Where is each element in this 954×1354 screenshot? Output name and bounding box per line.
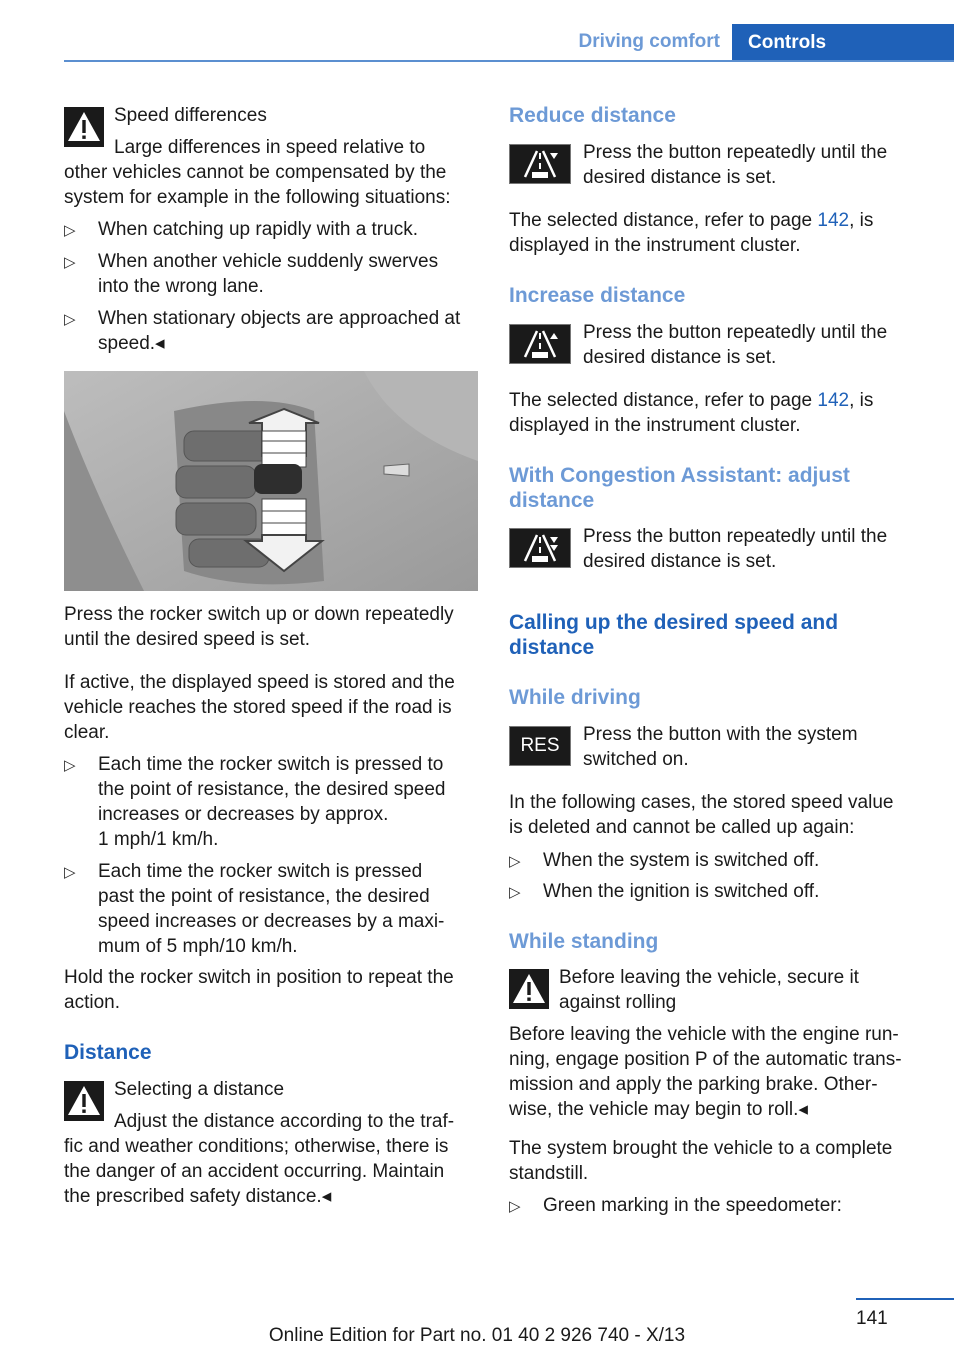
bullet-text: speed increases or decreases by a maxi‐ <box>98 911 445 932</box>
bullet-icon: ▷ <box>509 853 521 870</box>
paragraph: The system brought the vehicle to a complete <box>509 1138 893 1159</box>
paragraph: clear. <box>64 722 110 743</box>
warning-text: Before leaving the vehicle with the engine run‐ <box>509 1024 899 1045</box>
heading-while-standing: While standing <box>509 930 659 953</box>
paragraph: vehicle reaches the stored speed if the road is <box>64 697 452 718</box>
instruction-text: desired distance is set. <box>583 347 777 368</box>
reference-text: The selected distance, refer to page 142, is <box>509 210 874 231</box>
footer-rule <box>856 1298 954 1300</box>
header-chapter: Controls <box>732 24 954 61</box>
paragraph: In the following cases, the stored speed value <box>509 792 894 813</box>
heading-reduce-distance: Reduce distance <box>509 104 676 127</box>
bullet-text: increases or decreases by approx. <box>98 804 389 825</box>
bullet-icon: ▷ <box>64 254 76 271</box>
warning-icon <box>64 1081 104 1121</box>
paragraph: If active, the displayed speed is stored and the <box>64 672 455 693</box>
warning-text: Adjust the distance according to the traf‐ <box>114 1111 455 1132</box>
bullet-text: When another vehicle suddenly swerves <box>98 251 439 272</box>
paragraph: until the desired speed is set. <box>64 629 311 650</box>
page-link[interactable]: 142 <box>817 210 850 231</box>
res-button-icon <box>509 726 571 766</box>
bullet-text: into the wrong lane. <box>98 276 264 297</box>
header-section: Driving comfort <box>578 31 720 52</box>
bullet-text: When the ignition is switched off. <box>543 881 820 902</box>
warning-text: mission and apply the parking brake. Other‐ <box>509 1074 878 1095</box>
header-rule <box>64 60 954 62</box>
steering-wheel-rocker-switch-image <box>64 371 478 591</box>
bullet-icon: ▷ <box>64 222 76 239</box>
reference-text: displayed in the instrument cluster. <box>509 235 801 256</box>
instruction-text: Press the button repeatedly until the <box>583 526 888 547</box>
page-number: 141 <box>856 1308 888 1329</box>
bullet-icon: ▷ <box>64 757 76 774</box>
edition-note: Online Edition for Part no. 01 40 2 926 740 - X/13 <box>268 1325 686 1346</box>
bullet-text: Each time the rocker switch is pressed to <box>98 754 444 775</box>
increase-distance-button-icon <box>509 324 571 364</box>
congestion-distance-button-icon <box>509 528 571 568</box>
bullet-text: Green marking in the speedometer: <box>543 1195 842 1216</box>
heading-while-driving: While driving <box>509 686 641 709</box>
heading-congestion-assistant: With Congestion Assistant: adjust <box>509 464 850 487</box>
instruction-text: Press the button repeatedly until the <box>583 322 888 343</box>
heading-increase-distance: Increase distance <box>509 284 686 307</box>
paragraph: Press the rocker switch up or down repeatedly <box>64 604 454 625</box>
bullet-text: When the system is switched off. <box>543 850 820 871</box>
warning-icon <box>64 107 104 147</box>
paragraph: is deleted and cannot be called up again: <box>509 817 855 838</box>
instruction-text: desired distance is set. <box>583 551 777 572</box>
warning-title: Speed differences <box>114 105 267 126</box>
section-heading-calling-up: Calling up the desired speed and <box>509 611 839 634</box>
warning-icon <box>509 969 549 1009</box>
section-heading-distance: Distance <box>64 1041 152 1064</box>
bullet-text: When catching up rapidly with a truck. <box>98 219 418 240</box>
bullet-icon: ▷ <box>64 864 76 881</box>
instruction-text: switched on. <box>583 749 689 770</box>
bullet-text: When stationary objects are approached at <box>98 308 461 329</box>
paragraph: standstill. <box>509 1163 589 1184</box>
warning-title: Before leaving the vehicle, secure it <box>559 967 859 988</box>
warning-title: Selecting a distance <box>114 1079 285 1100</box>
section-heading-calling-up: distance <box>509 636 595 659</box>
instruction-text: Press the button with the system <box>583 724 858 745</box>
page-link[interactable]: 142 <box>817 390 850 411</box>
warning-text: Large differences in speed relative to <box>114 137 426 158</box>
warning-text: other vehicles cannot be compensated by the <box>64 162 447 183</box>
bullet-icon: ▷ <box>509 884 521 901</box>
bullet-text: 1 mph/1 km/h. <box>98 829 219 850</box>
bullet-text: past the point of resistance, the desired <box>98 886 430 907</box>
bullet-icon: ▷ <box>509 1198 521 1215</box>
warning-text: system for example in the following situations: <box>64 187 451 208</box>
paragraph: action. <box>64 992 120 1013</box>
heading-congestion-assistant: distance <box>509 489 595 512</box>
reduce-distance-button-icon <box>509 144 571 184</box>
warning-text: wise, the vehicle may begin to roll.◂ <box>509 1099 808 1120</box>
warning-title: against rolling <box>559 992 677 1013</box>
warning-text: the danger of an accident occurring. Maintain <box>64 1161 445 1182</box>
reference-text: displayed in the instrument cluster. <box>509 415 801 436</box>
bullet-text: the point of resistance, the desired speed <box>98 779 446 800</box>
instruction-text: Press the button repeatedly until the <box>583 142 888 163</box>
bullet-icon: ▷ <box>64 311 76 328</box>
warning-text: fic and weather conditions; otherwise, there is <box>64 1136 449 1157</box>
warning-text: ning, engage position P of the automatic trans‐ <box>509 1049 902 1070</box>
bullet-text: mum of 5 mph/10 km/h. <box>98 936 298 957</box>
res-label: RES <box>520 735 560 756</box>
bullet-text: speed.◂ <box>98 333 165 354</box>
reference-text: The selected distance, refer to page 142, is <box>509 390 874 411</box>
warning-text: the prescribed safety distance.◂ <box>64 1186 332 1207</box>
bullet-text: Each time the rocker switch is pressed <box>98 861 423 882</box>
instruction-text: desired distance is set. <box>583 167 777 188</box>
paragraph: Hold the rocker switch in position to repeat the <box>64 967 454 988</box>
